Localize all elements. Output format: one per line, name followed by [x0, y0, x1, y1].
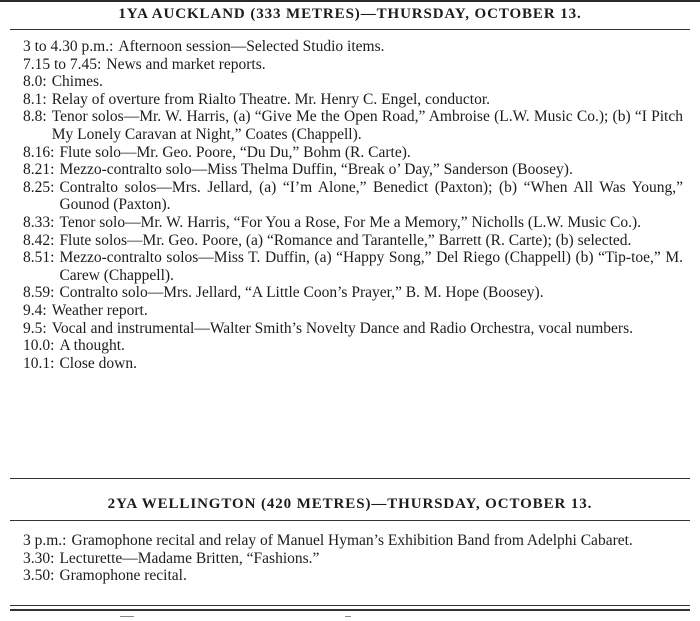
footer-divider [10, 605, 690, 606]
programme-entry [23, 532, 683, 550]
entry-time: 8.0: [23, 73, 47, 91]
entry-text: Gramophone recital. [59, 567, 187, 585]
entry-time: 3.50: [23, 567, 55, 585]
entry-time: 3.30: [23, 549, 55, 567]
entry-time: 9.5: [23, 319, 47, 337]
programme-entry [23, 355, 683, 373]
entry-text: A thought. [59, 337, 125, 355]
entry-text: Weather report. [51, 301, 148, 319]
entry-time: 3 to 4.30 p.m.: [23, 38, 114, 55]
entry-text: Vocal and instrumental—Walter Smith’s Novelty Dance and Radio Orchestra, vocal numbers. [51, 319, 633, 337]
entry-time: 10.1: [23, 354, 55, 372]
programme-entry [23, 284, 683, 302]
programme-entry [23, 144, 683, 162]
entry-time: 9.4: [23, 301, 47, 319]
programme-entry [23, 38, 683, 56]
entry-time: 8.16: [23, 143, 55, 161]
entry-text: Mezzo-contralto solos—Miss T. Duffin, (a) “Happy Song,” Del Riego (Chappell) (b) “Tip-toe,” M. Carew (Chappell). [59, 249, 683, 284]
heading-divider [10, 520, 690, 521]
section-heading-wellington: 2YA WELLINGTON (420 METRES)—THURSDAY, OCTOBER 13. [107, 496, 593, 512]
programme-entry [23, 249, 683, 284]
programme-entry [23, 337, 683, 355]
section-heading-auckland: 1YA AUCKLAND (333 METRES)—THURSDAY, OCTOBER 13. [118, 6, 582, 22]
entry-time: 8.8: [23, 108, 47, 126]
entry-time: 8.33: [23, 213, 55, 231]
entry-time: 3 p.m.: [23, 532, 67, 549]
entry-text: Tenor solo—Mr. W. Harris, “For You a Rose, For Me a Memory,” Nicholls (L.W. Music Co.). [59, 213, 641, 231]
programme-entry [23, 302, 683, 320]
entry-text: Flute solo—Mr. Geo. Poore, “Du Du,” Bohm (R. Carte). [59, 143, 411, 161]
entry-time: 7.15 to 7.45: [23, 55, 102, 73]
entry-text: Close down. [59, 354, 137, 372]
entry-text: Chimes. [51, 73, 103, 91]
entry-text: Relay of overture from Rialto Theatre. Mr. Henry C. Engel, conductor. [51, 90, 491, 108]
entry-time: 10.0: [23, 337, 55, 355]
entry-text: News and market reports. [106, 55, 266, 73]
entry-text: Mezzo-contralto solo—Miss Thelma Duffin, “Break o’ Day,” Sanderson (Boosey). [59, 161, 573, 179]
entry-text: Gramophone recital and relay of Manuel Hyman’s Exhibition Band from Adelphi Cabaret. [71, 532, 633, 549]
print-mark [120, 616, 134, 617]
section-divider [10, 478, 690, 479]
entry-time: 8.25: [23, 178, 55, 196]
programme-list-wellington [23, 532, 683, 585]
entry-text: Tenor solos—Mr. W. Harris, (a) “Give Me the Open Road,” Ambroise (L.W. Music Co.); (b) “I Pitch My Lonely Caravan at Night,” Coates (Chappell). [51, 108, 683, 143]
entry-text: Contralto solos—Mrs. Jellard, (a) “I’m Alone,” Benedict (Paxton); (b) “When All Was Young,” Gounod (Paxton). [59, 178, 683, 214]
programme-entry [23, 91, 683, 109]
programme-entry [23, 161, 683, 179]
footer-divider-thick [10, 609, 690, 611]
footer-marks [0, 613, 700, 621]
heading-divider [10, 29, 690, 30]
print-mark [345, 616, 351, 617]
programme-entry [23, 108, 683, 143]
entry-text: Afternoon session—Selected Studio items. [118, 38, 385, 55]
top-border [0, 0, 700, 2]
entry-time: 8.1: [23, 90, 47, 108]
programme-entry [23, 214, 683, 232]
programme-list-auckland [23, 38, 683, 372]
entry-text: Flute solos—Mr. Geo. Poore, (a) “Romance and Tarantelle,” Barrett (R. Carte); (b) selected. [59, 231, 632, 249]
entry-time: 8.51: [23, 249, 55, 267]
entry-time: 8.59: [23, 284, 55, 302]
programme-entry [23, 232, 683, 250]
entry-text: Contralto solo—Mrs. Jellard, “A Little Coon’s Prayer,” B. M. Hope (Boosey). [59, 284, 544, 302]
programme-entry [23, 56, 683, 74]
programme-entry [23, 320, 683, 338]
programme-entry [23, 179, 683, 214]
programme-entry [23, 550, 683, 568]
entry-time: 8.42: [23, 231, 55, 249]
entry-text: Lecturette—Madame Britten, “Fashions.” [59, 549, 320, 567]
entry-time: 8.21: [23, 161, 55, 179]
programme-entry [23, 567, 683, 585]
programme-entry [23, 73, 683, 91]
